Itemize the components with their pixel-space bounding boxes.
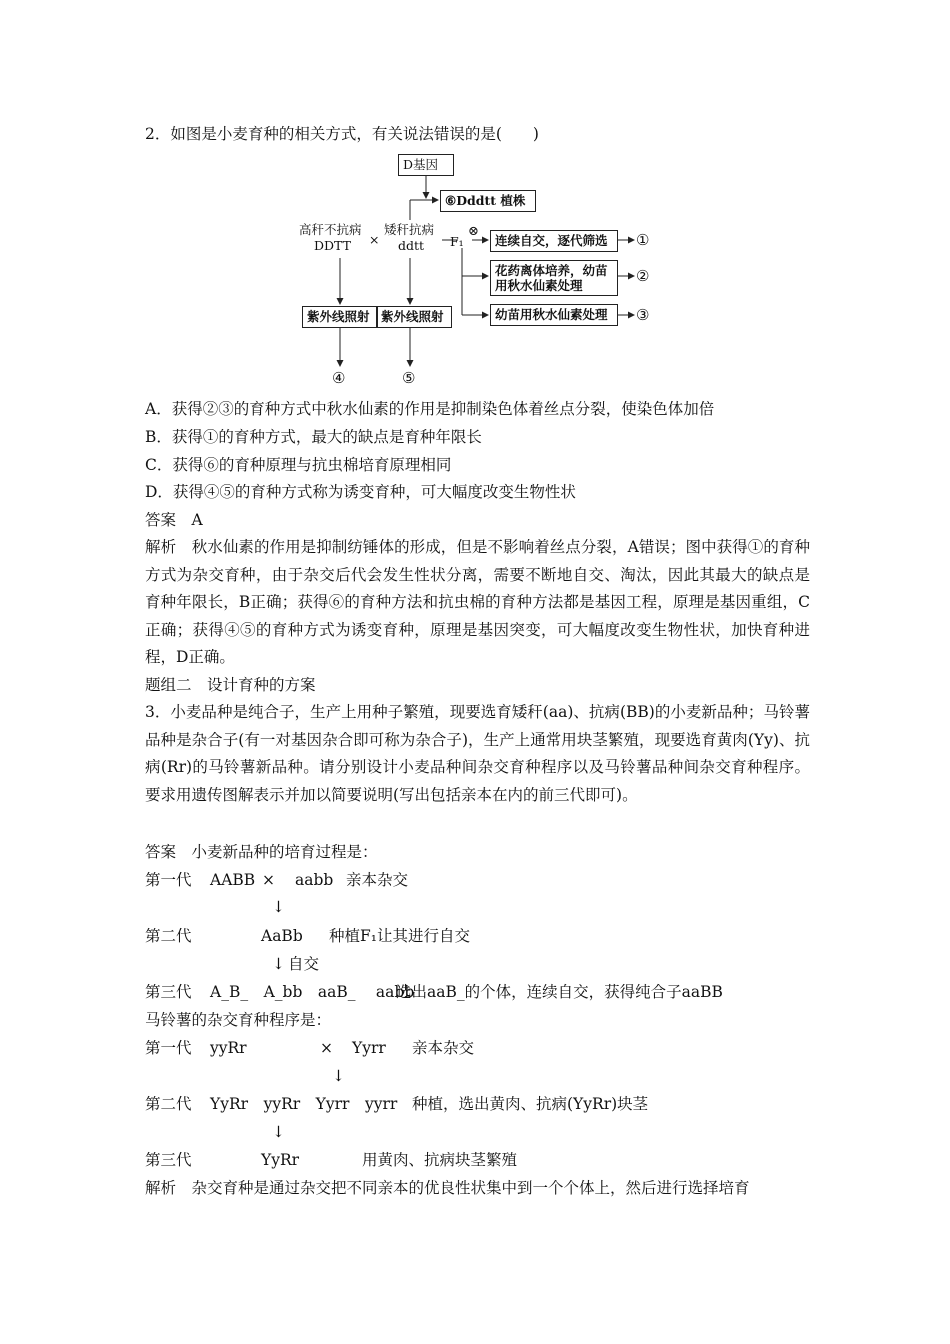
q2-option-c: C．获得⑥的育种原理与抗虫棉培育原理相同 (145, 456, 452, 474)
uv-box-2: 紫外线照射 (376, 306, 452, 328)
d-gene-box: D基因 (398, 154, 454, 176)
potato-g1-note: 亲本杂交 (412, 1039, 475, 1057)
potato-arrow-1: ↓ (332, 1067, 345, 1085)
potato-g1-cross: × (320, 1039, 333, 1057)
plant6-box: ⑥Dddtt 植株 (440, 190, 536, 212)
potato-g3-label: 第三代 (145, 1151, 192, 1169)
wheat-g2-label: 第二代 (145, 927, 192, 945)
group2-title: 题组二 设计育种的方案 (145, 676, 316, 694)
wheat-g2-note: 种植F₁让其进行自交 (329, 927, 470, 945)
potato-head: 马铃薯的杂交育种程序是： (145, 1011, 332, 1029)
uv-box-1: 紫外线照射 (302, 306, 378, 328)
output-1: ① (636, 231, 650, 249)
box-continuous-selfing: 连续自交，逐代筛选 (490, 230, 618, 252)
selfing-symbol: ⊗ (468, 224, 479, 239)
parent2-genotype: ddtt (398, 238, 425, 253)
wheat-arrow-2-note: 自交 (288, 955, 320, 973)
box-anther-culture-line1: 花药离体培养，幼苗 (495, 263, 608, 278)
output-2: ② (636, 267, 650, 285)
potato-g1-parent1: yyRr (210, 1039, 247, 1057)
parent1-genotype: DDTT (314, 238, 351, 253)
wheat-g1-parent1: AABB (210, 871, 256, 889)
wheat-g1-cross: × (262, 871, 275, 889)
q2-analysis: 解析 秋水仙素的作用是抑制纺锤体的形成，但是不影响着丝点分裂，A错误；图中获得①的育种方式为杂交育种，由于杂交后代会发生性状分离，需要不断地自交、淘汰，因此其最大的缺点是育种年限长，B正确；获得⑥的育种方法和抗虫棉的育种方法都是基因工程，原理是基因重组，C正确；获得④⑤的育种方式为诱变育种，原理是基因突变，可大幅度改变生物性状，加快育种进程，D正确。 (145, 538, 810, 667)
wheat-arrow-2: ↓ (272, 955, 285, 973)
wheat-g2-genotype: AaBb (261, 927, 303, 945)
wheat-g3-note: 选出aaB_的个体，连续自交，获得纯合子aaBB (396, 983, 723, 1001)
q2-answer: 答案 A (145, 511, 203, 529)
q2-option-b: B．获得①的育种方式，最大的缺点是育种年限长 (145, 428, 482, 446)
output-4: ④ (332, 369, 346, 387)
potato-g3-note: 用黄肉、抗病块茎繁殖 (362, 1151, 518, 1169)
potato-g2-genotypes: YyRr yyRr Yyrr yyrr (210, 1095, 398, 1113)
potato-g1-parent2: Yyrr (352, 1039, 386, 1057)
q2-option-a: A．获得②③的育种方式中秋水仙素的作用是抑制染色体着丝点分裂，使染色体加倍 (145, 400, 715, 418)
output-5: ⑤ (402, 369, 416, 387)
wheat-g3-genotypes: A_B_ A_bb aaB_ aabb (210, 983, 415, 1001)
f1-label: F₁ (450, 234, 464, 249)
wheat-g3-label: 第三代 (145, 983, 192, 1001)
wheat-g1-note: 亲本杂交 (346, 871, 409, 889)
box-anther-culture (490, 260, 618, 296)
breeding-diagram (290, 148, 670, 390)
potato-g1-label: 第一代 (145, 1039, 192, 1057)
potato-g2-note: 种植，选出黄肉、抗病(YyRr)块茎 (412, 1095, 649, 1113)
box-anther-culture-line2: 用秋水仙素处理 (495, 278, 583, 293)
q2-option-d: D．获得④⑤的育种方式称为诱变育种，可大幅度改变生物性状 (145, 483, 576, 501)
wheat-g1-parent2: aabb (295, 871, 334, 889)
potato-arrow-2: ↓ (272, 1123, 285, 1141)
q2-stem: 2．如图是小麦育种的相关方式，有关说法错误的是( ) (145, 125, 539, 143)
output-3: ③ (636, 306, 650, 324)
q3-stem: 3．小麦品种是纯合子，生产上用种子繁殖，现要选育矮秆(aa)、抗病(BB)的小麦新品种；马铃薯品种是杂合子(有一对基因杂合即可称为杂合子)，生产上通常用块茎繁殖，现要选育黄肉(Yy)、抗病(Rr)的马铃薯新品种。请分别设计小麦品种间杂交育种程序以及马铃薯品种间杂交育种程序。要求用遗传图解表示并加以简要说明(写出包括亲本在内的前三代即可)。 (145, 703, 810, 804)
wheat-g1-label: 第一代 (145, 871, 192, 889)
parent1-label: 高秆不抗病 (299, 222, 362, 237)
wheat-arrow-1: ↓ (272, 898, 285, 916)
q3-answer-head: 答案 小麦新品种的培育过程是： (145, 843, 378, 861)
potato-g3-genotype: YyRr (261, 1151, 300, 1169)
q3-analysis-start: 解析 杂交育种是通过杂交把不同亲本的优良性状集中到一个个体上，然后进行选择培育 (145, 1179, 750, 1197)
cross-symbol: × (369, 232, 380, 247)
parent2-label: 矮秆抗病 (384, 222, 435, 237)
box-colchicine: 幼苗用秋水仙素处理 (490, 304, 618, 326)
potato-g2-label: 第二代 (145, 1095, 192, 1113)
